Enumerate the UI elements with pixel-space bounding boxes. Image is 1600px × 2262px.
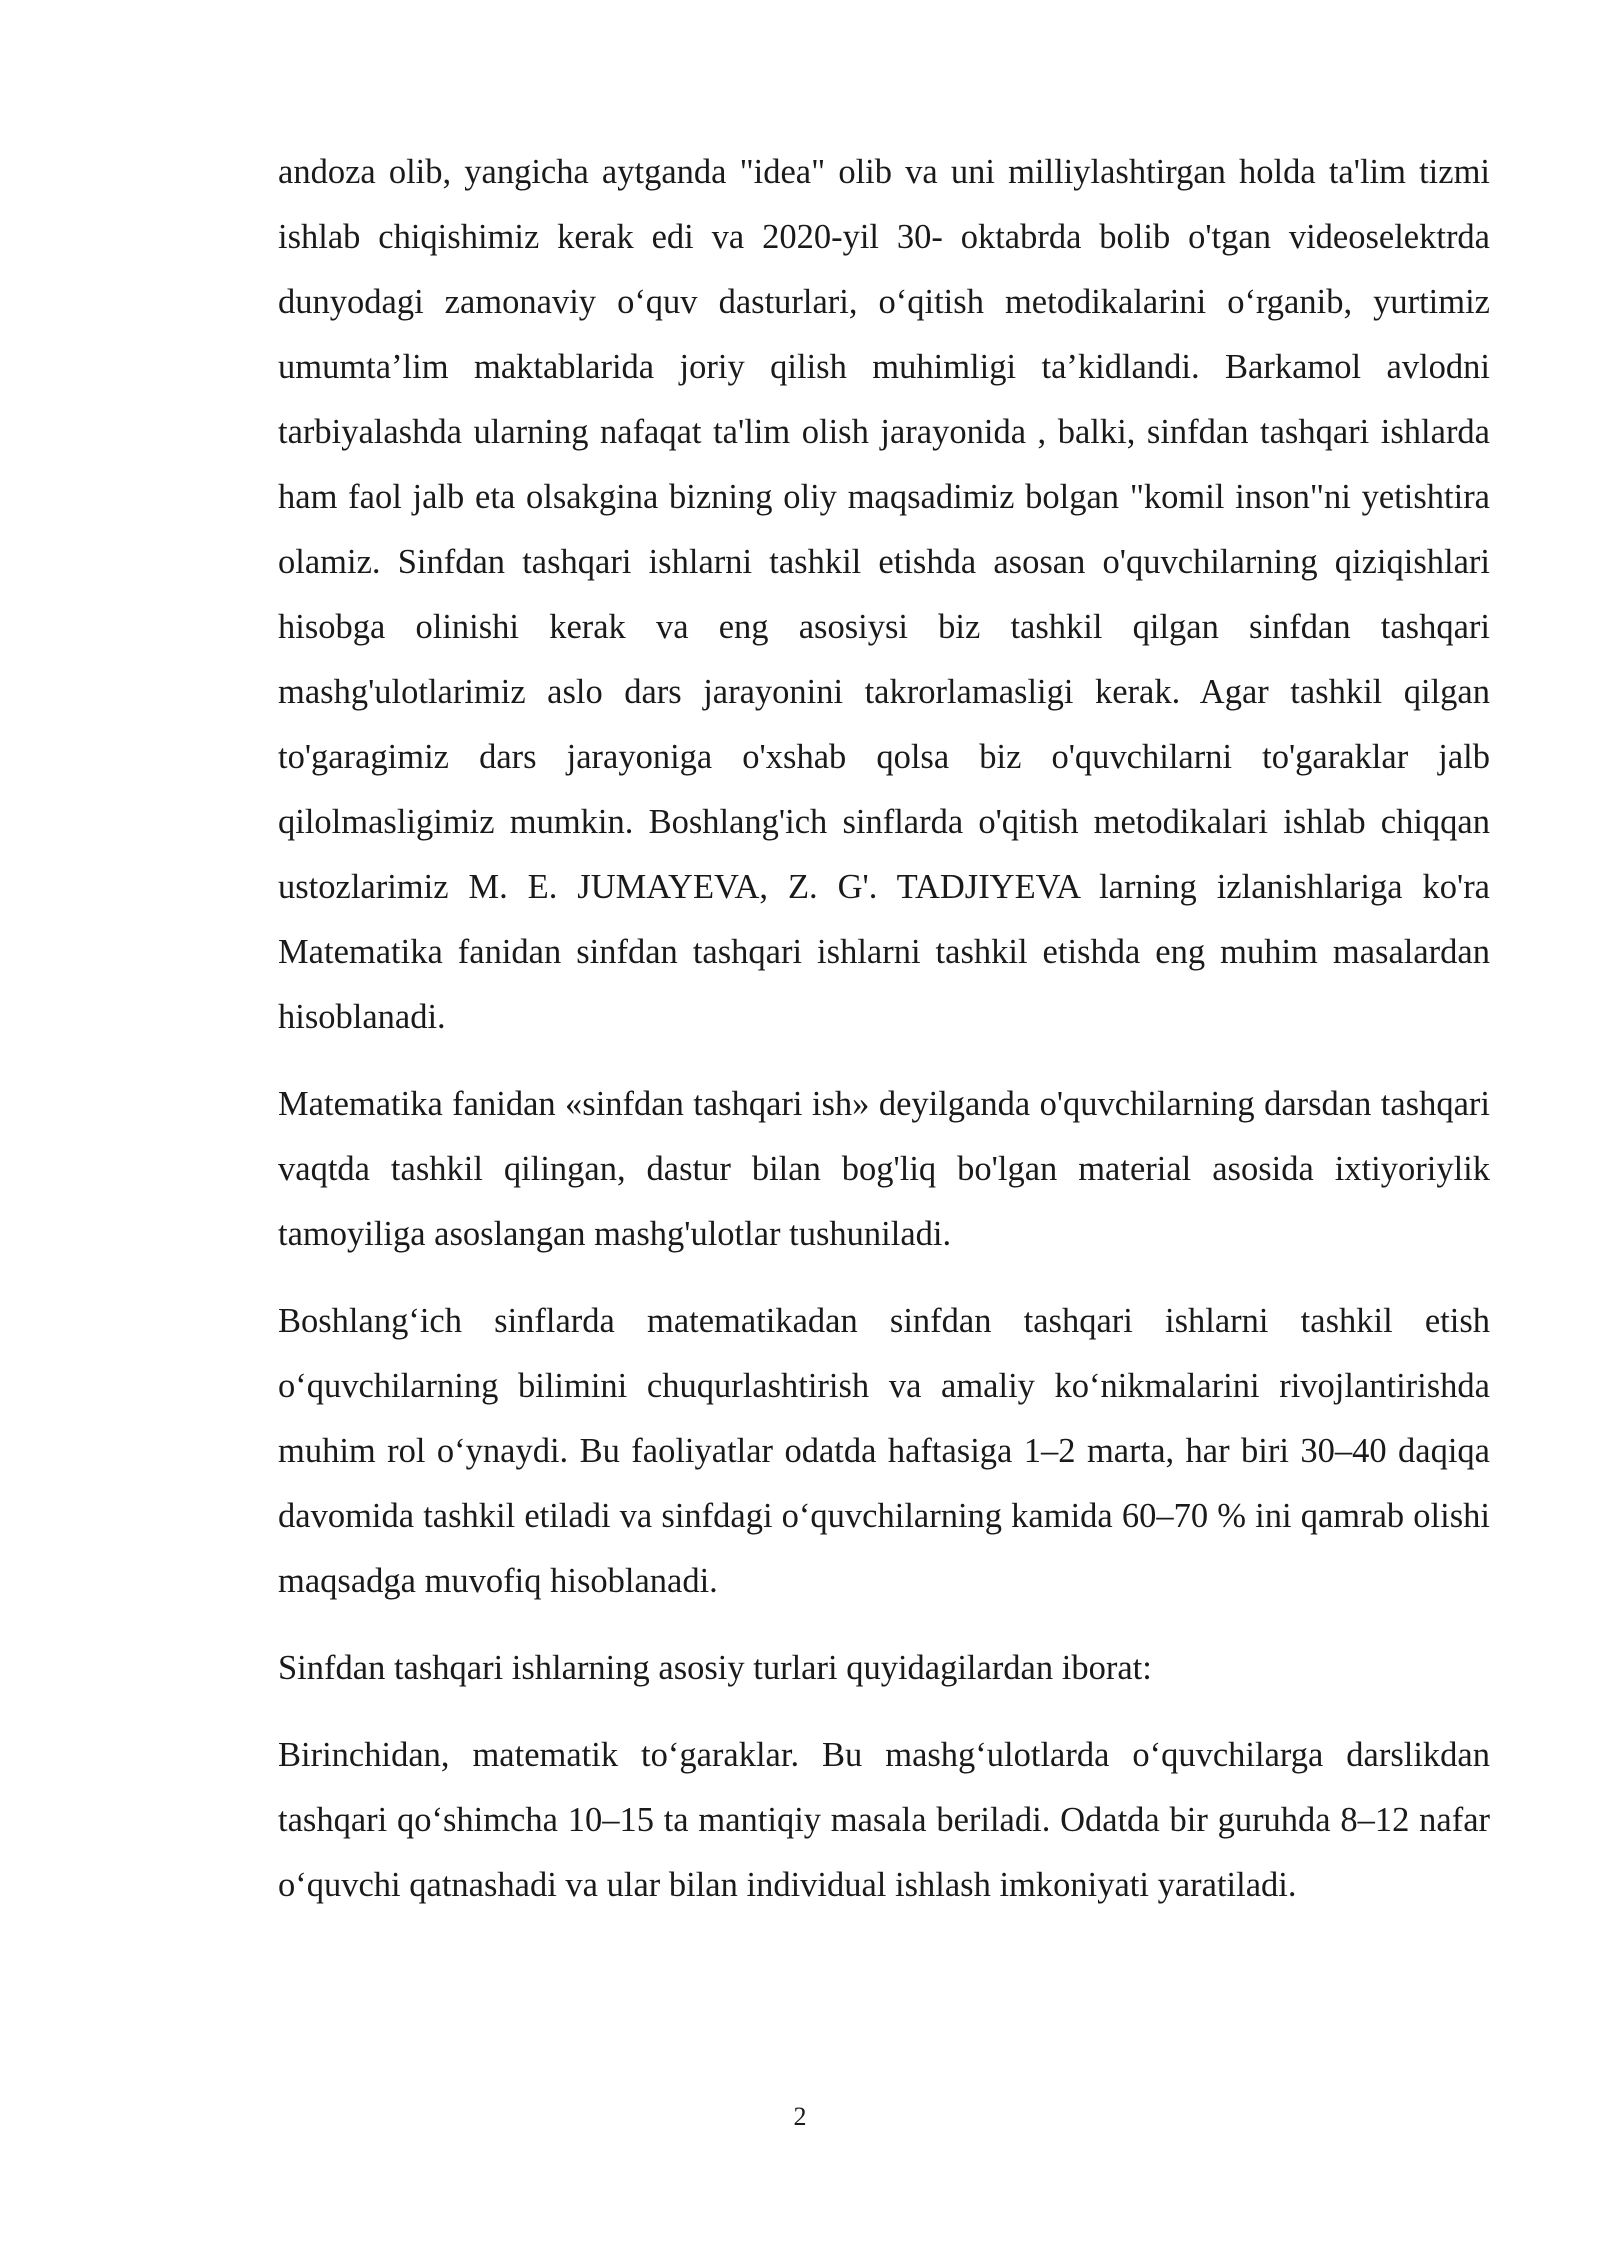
paragraph: Boshlang‘ich sinflarda matematikadan sinfdan tashqari ishlarni tashkil etish o‘quvchilarning bilimini chuqurlashtirish va amaliy ko‘nikmalarini rivojlantirishda muhim rol o‘ynaydi. Bu faoliyatlar odatda haftasiga 1–2 marta, har biri 30–40 daqiqa davomida tashkil etiladi va sinfdagi o‘quvchilarning kamida 60–70 % ini qamrab olishi maqsadga muvofiq hisoblanadi. [278,1302,1490,1600]
paragraph: andoza olib, yangicha aytganda "idea" olib va uni milliylashtirgan holda ta'lim tizmi ishlab chiqishimiz kerak edi va 2020-yil 30- oktabrda bolib o'tgan videoselektrda dunyodagi zamonaviy o‘quv dasturlari, o‘qitish metodikalarini o‘rganib, yurtimiz umumta’lim maktablarida joriy qilish muhimligi ta’kidlandi. Barkamol avlodni tarbiyalashda ularning nafaqat ta'lim olish jarayonida , balki, sinfdan tashqari ishlarda ham faol jalb eta olsakgina bizning oliy maqsadimiz bolgan "komil inson"ni yetishtira olamiz. Sinfdan tashqari ishlarni tashkil etishda asosan o'quvchilarning qiziqishlari hisobga olinishi kerak va eng asosiysi biz tashkil qilgan sinfdan tashqari mashg'ulotlarimiz aslo dars jarayonini takrorlamasligi kerak. Agar tashkil qilgan to'garagimiz dars jarayoniga o'xshab qolsa biz o'quvchilarni to'garaklar jalb qilolmasligimiz mumkin. Boshlang'ich sinflarda o'qitish metodikalari ishlab chiqqan ustozlarimiz M. E. JUMAYEVA, Z. G'. TADJIYEVA larning izlanishlariga ko'ra Matematika fanidan sinfdan tashqari ishlarni tashkil etishda eng muhim masalardan hisoblanadi. [278,153,1490,1036]
paragraph: Sinfdan tashqari ishlarning asosiy turlari quyidagilardan iborat: [278,1649,1152,1687]
paragraph: Birinchidan, matematik to‘garaklar. Bu mashg‘ulotlarda o‘quvchilarga darslikdan tashqari qo‘shimcha 10–15 ta mantiqiy masala beriladi. Odatda bir guruhda 8–12 nafar o‘quvchi qatnashadi va ular bilan individual ishlash imkoniyati yaratiladi. [278,1736,1490,1904]
document-body [278,140,1490,1918]
paragraph: Matematika fanidan «sinfdan tashqari ish» deyilganda o'quvchilarning darsdan tashqari vaqtda tashkil qilingan, dastur bilan bog'liq bo'lgan material asosida ixtiyoriylik tamoyiliga asoslangan mashg'ulotlar tushuniladi. [278,1085,1490,1253]
page-number: 2 [793,2102,807,2131]
